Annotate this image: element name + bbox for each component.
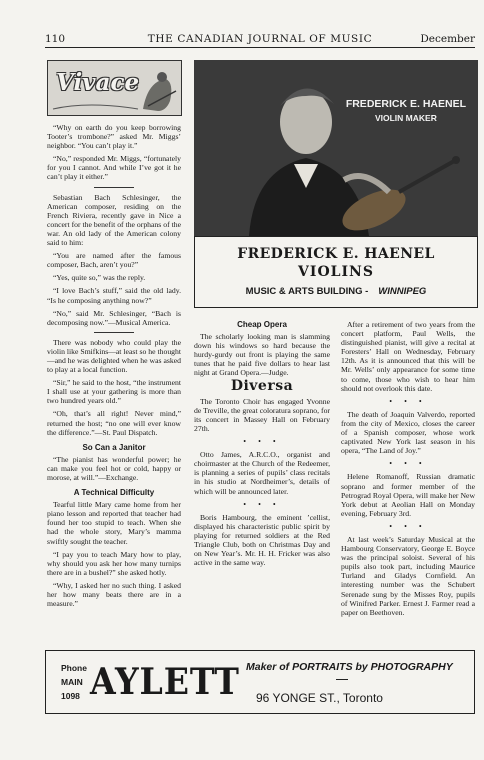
phone-exchange: MAIN — [61, 677, 83, 687]
page-number: 110 — [45, 33, 66, 45]
haenel-product: VIOLINS — [298, 264, 374, 280]
anecdote-paragraph: “Sir,” he said to the host, “the instrument I shall use at your gathering is more than two hundred years old.” — [47, 378, 181, 406]
anecdote-paragraph: “No,” responded Mr. Miggs, “fortunately for you I cannot. And while I’ve got it he can’t play it either.” — [47, 154, 181, 182]
anecdote-paragraph: Tearful little Mary came home from her piano lesson and reported that teacher had found her too stupid to teach. When she had the whole story, Mary’s mamma swiftly sought the teacher. — [47, 500, 181, 546]
anecdote-paragraph: Sebastian Bach Schlesinger, the American composer, residing on the French Riviera, recently gave in Nice a concert for the benefit of the orphans of the war. An old lady of the American colony said to him: — [47, 192, 181, 248]
news-paragraph: The death of Joaquin Valverdo, reported from the city of Mexico, closes the career of a Spanish composer, whose work captivated New York last season in his opera, “The Land of Joy.” — [341, 409, 475, 456]
violin-maker-illustration — [194, 60, 478, 236]
heading-janitor: So Can a Janitor — [82, 442, 146, 452]
left-column — [47, 123, 181, 612]
anecdote-paragraph: “You are named after the famous composer, Bach, aren’t you?” — [47, 251, 181, 270]
news-paragraph: After a retirement of two years from the concert platform, Paul Wells, the distinguished pianist, will give a recital at Foresters’ Hall on Wednesday, February 12th. As it is announced that this will be Mr. Wells’ only appearance for some time to come, those who wish to hear him should not overlook this date. — [341, 320, 475, 393]
news-paragraph: At last week’s Saturday Musical at the Hambourg Conservatory, George E. Boyce was the principal soloist. Several of his pupils also took part, including Maurice Turland and Gladys Cornfield. An interesting number was the Schubert Serenade sung by the Misses Roy, pupils of Winifred Parker. Ernest J. Farmer read a paper on Beethoven. — [341, 534, 475, 617]
anecdote-paragraph: “I love Bach’s stuff,” said the old lady. “Is he composing anything now?” — [47, 286, 181, 305]
anecdote-paragraph: “The pianist has wonderful power; he can make you feel hot or cold, happy or morose, at will.”—Exchange. — [47, 454, 181, 482]
section-divider — [94, 187, 134, 188]
aylett-advertisement — [45, 650, 475, 714]
heading-cheap-opera: Cheap Opera — [237, 320, 287, 329]
vivace-banner — [47, 60, 182, 116]
caption-role: VIOLIN MAKER — [374, 113, 437, 123]
news-paragraph: Helene Romanoff, Russian dramatic soprano and former member of the Petrograd Royal Opera, will make her New York debut at Aeolian Hall on Monday evening, February 3rd. — [341, 472, 475, 518]
anecdote-paragraph: “No,” said Mr. Schlesinger, “Bach is decomposing now.”—Musical America. — [47, 308, 181, 327]
phone-block — [61, 661, 87, 703]
haenel-advertisement — [194, 236, 478, 308]
haenel-city: WINNIPEG — [378, 286, 427, 297]
anecdote-paragraph: “Oh, that’s all right! Never mind,” returned the host; “no one will ever know the difference.”—St. Paul Dispatch. — [47, 409, 181, 437]
phone-label: Phone — [61, 663, 87, 673]
news-paragraph: The scholarly looking man is slamming down his windows so hard because the hurdy-gurdy out front is playing the same tunes that he paid five dollars to hear last night at Grand Opera.—Judge. — [194, 332, 330, 378]
photo-caption — [346, 98, 466, 123]
news-paragraph: Boris Hambourg, the eminent ’cellist, displayed his characteristic public spirit by playing for returned soldiers at the Red Triangle Club, both on Christmas Day and on New Year’s. Mr. H. H. Fricker was also active in the same way. — [194, 512, 330, 568]
right-column — [341, 320, 475, 621]
issue-month: December — [420, 33, 475, 45]
section-stars: • • • — [389, 396, 427, 406]
haenel-building: MUSIC & ARTS BUILDING - — [245, 286, 369, 297]
anecdote-paragraph: There was nobody who could play the violin like Smifkins—at least so he thought—and he was delighted when he was asked to play at a local function. — [47, 337, 181, 375]
aylett-address: 96 YONGE ST., Toronto — [256, 691, 383, 705]
phone-number: 1098 — [61, 691, 80, 701]
news-paragraph: The Toronto Choir has engaged Yvonne de Treville, the great coloratura soprano, for its concert in Massey Hall on February 27th. — [194, 396, 330, 433]
heading-technical-difficulty: A Technical Difficulty — [73, 488, 155, 498]
section-divider — [94, 332, 134, 333]
news-paragraph: Otto James, A.R.C.O., organist and choirmaster at the Church of the Redeemer, is planning a series of pupils’ class recitals in his studio at Nordheimer’s, details of which will be announced later. — [194, 450, 330, 496]
anecdote-paragraph: “Why, I asked her no such thing. I asked her how many beats there are in a measure.” — [47, 580, 181, 609]
haenel-name: FREDERICK E. HAENEL — [237, 246, 435, 262]
section-stars: • • • — [243, 437, 281, 447]
haenel-portrait-photo — [194, 60, 478, 236]
vivace-word: Vivace — [56, 69, 140, 96]
section-stars: • • • — [389, 521, 427, 531]
section-stars: • • • — [243, 499, 281, 509]
section-stars: • • • — [389, 459, 427, 469]
heading-diversa: Diversa — [230, 377, 294, 394]
running-header — [45, 33, 475, 48]
journal-title: THE CANADIAN JOURNAL OF MUSIC — [147, 33, 373, 45]
aylett-name: AYLETT — [90, 661, 240, 703]
aylett-tagline: Maker of PORTRAITS by PHOTOGRAPHY — [246, 661, 453, 673]
anecdote-paragraph: “I pay you to teach Mary how to play, why should you ask her how many turnips there are in a bushel?” she asked hotly. — [47, 549, 181, 577]
anecdote-paragraph: “Yes, quite so,” was the reply. — [53, 273, 146, 283]
middle-column — [194, 320, 330, 571]
caption-name: FREDERICK E. HAENEL — [345, 98, 466, 110]
haenel-address — [195, 286, 477, 297]
tagline-divider — [336, 679, 348, 680]
anecdote-paragraph: “Why on earth do you keep borrowing Tooter’s trombone?” asked Mr. Miggs’ neighbor. “You can’t play it.” — [47, 123, 181, 151]
